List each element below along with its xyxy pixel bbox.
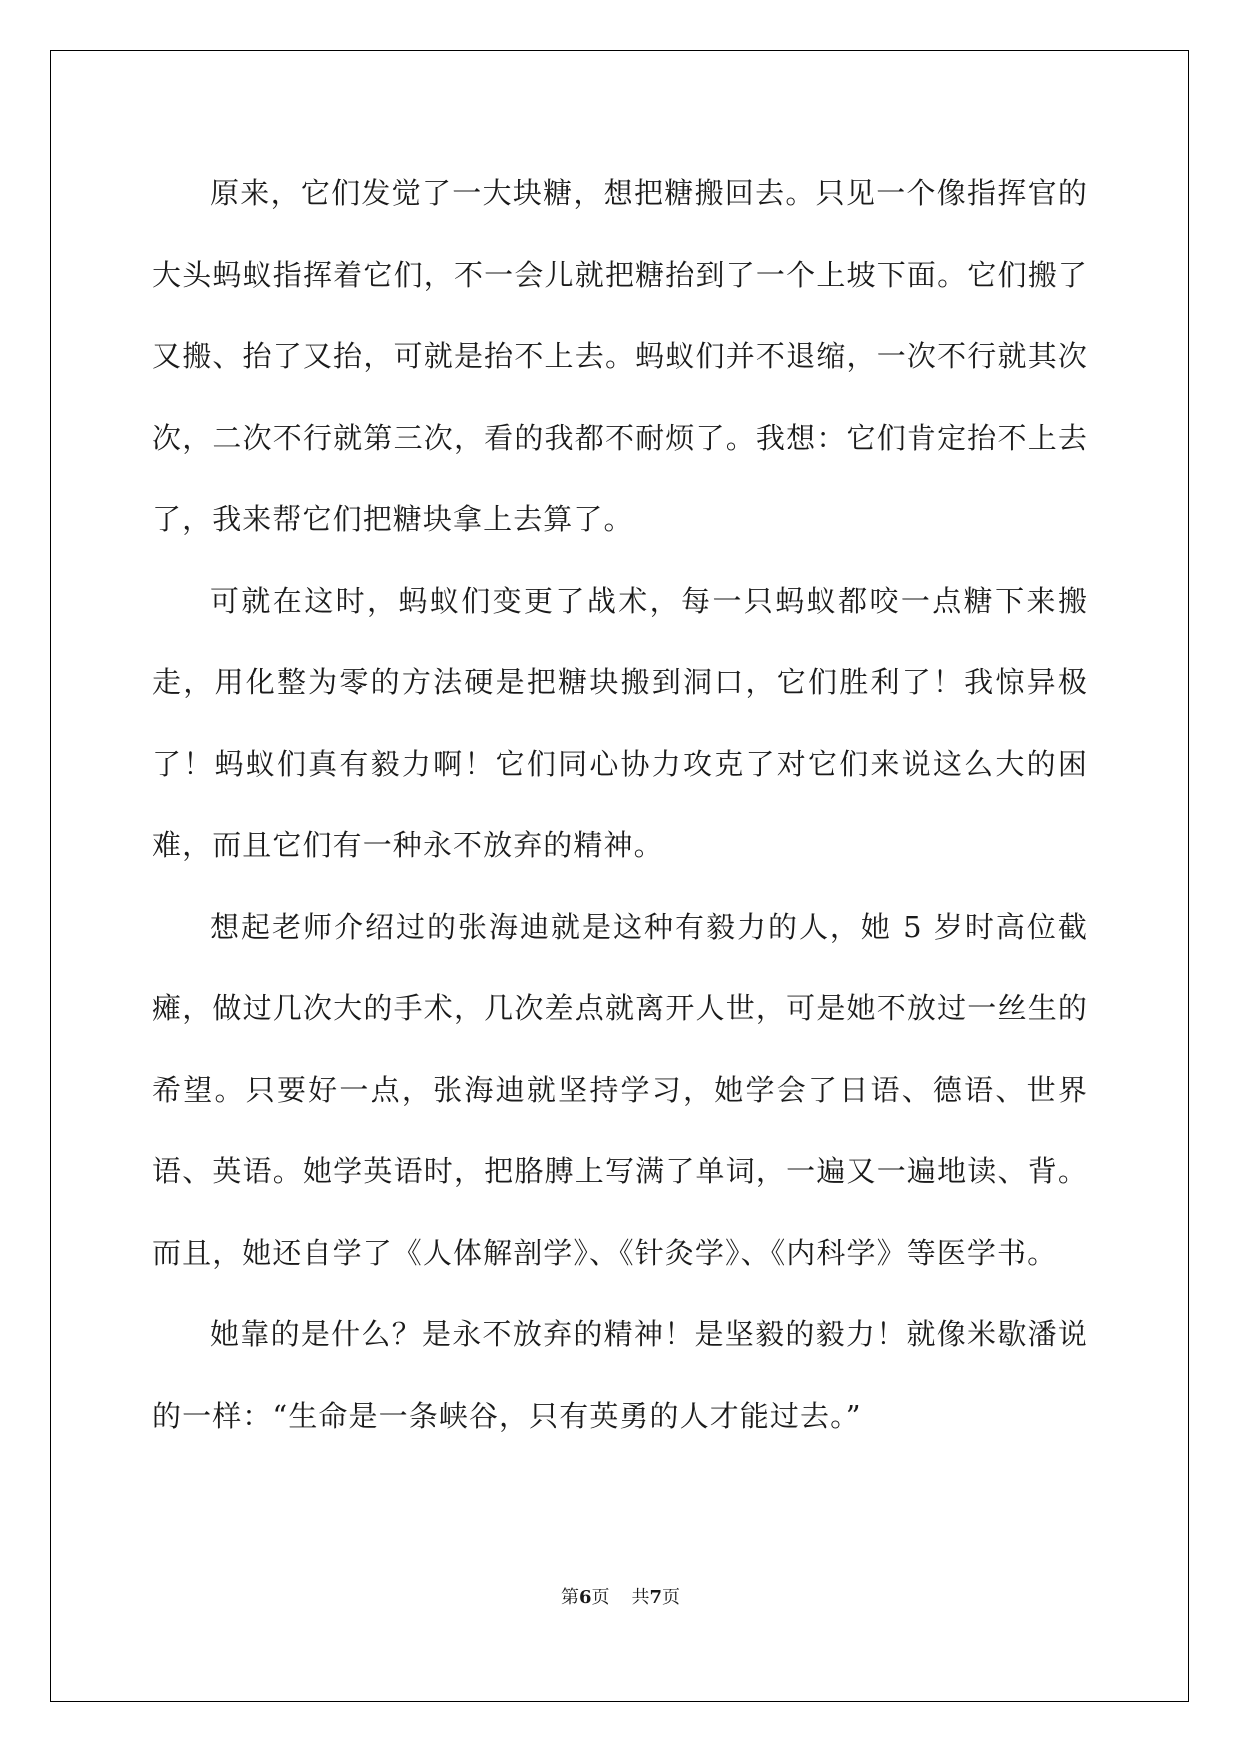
paragraph-4: 她靠的是什么？是永不放弃的精神！是坚毅的毅力！就像米歇潘说的一样：“生命是一条峡谷，只有英勇的人才能过去。” — [152, 1317, 1088, 1433]
page-suffix: 页 — [591, 1587, 610, 1608]
paragraph-3: 想起老师介绍过的张海迪就是这种有毅力的人，她 5 岁时高位截瘫，做过几次大的手术，几次差点就离开人世，可是她不放过一丝生的希望。只要好一点，张海迪就坚持学习，她学会了日语、德语、世界语、英语。她学英语时，把胳膊上写满了单词，一遍又一遍地读、背。而且，她还自学了《人体解剖学》、《针灸学》、《内科学》等医学书。 — [152, 909, 1088, 1270]
page-number: 6 — [578, 1587, 592, 1608]
total-suffix: 页 — [662, 1587, 681, 1608]
paragraph-2: 可就在这时，蚂蚁们变更了战术，每一只蚂蚁都咬一点糖下来搬走，用化整为零的方法硬是把糖块搬到洞口，它们胜利了！我惊异极了！蚂蚁们真有毅力啊！它们同心协力攻克了对它们来说这么大的困难，而且它们有一种永不放弃的精神。 — [152, 583, 1088, 862]
total-prefix: 共 — [631, 1587, 650, 1608]
document-body — [152, 153, 1088, 1457]
paragraph-1: 原来，它们发觉了一大块糖，想把糖搬回去。只见一个像指挥官的大头蚂蚁指挥着它们，不一会儿就把糖抬到了一个上坡下面。它们搬了又搬、抬了又抬，可就是抬不上去。蚂蚁们并不退缩，一次不行就其次次，二次不行就第三次，看的我都不耐烦了。我想：它们肯定抬不上去了，我来帮它们把糖块拿上去算了。 — [152, 176, 1088, 536]
page-prefix: 第 — [560, 1587, 579, 1608]
page-footer — [0, 1583, 1241, 1609]
total-pages: 7 — [649, 1587, 663, 1608]
